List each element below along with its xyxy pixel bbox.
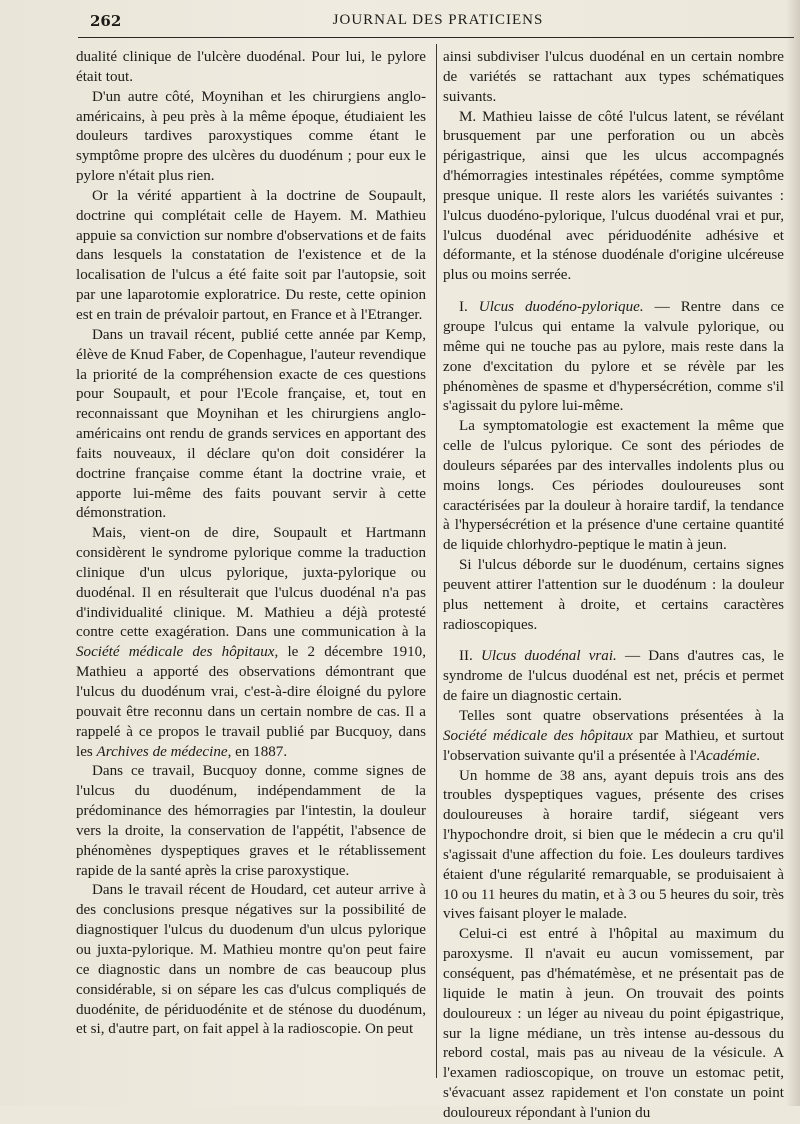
section-paragraph <box>443 298 784 417</box>
text-run: — Dans d'autres cas, le syndrome de l'ulcus duodénal est net, précis et permet de faire un diagnostic certain. <box>443 648 784 705</box>
text-run: par Mathieu, et surtout l'observation suivante qu'il a présentée à l' <box>443 727 784 764</box>
page-number: 262 <box>90 12 122 30</box>
section-title: Ulcus duodénal vrai. <box>481 648 617 665</box>
paragraph: ainsi subdiviser l'ulcus duodénal en un certain nombre de variétés se rattachant aux types schématiques suivants. <box>443 49 784 105</box>
text-run: . <box>756 747 761 764</box>
paragraph <box>76 524 426 762</box>
paragraph: La symptomatologie est exactement la même que celle de l'ulcus pylorique. Ce sont des périodes de douleurs séparées par des intervalles indolents plus ou moins longs. Ces périodes douloureuses sont caractérisées par la douleur à horaire tardif, la tendance à l'hypersécrétion et la présence d'une certaine quantité de liquide chlorhydro-peptique le matin à jeun. <box>443 418 784 554</box>
section-number: II. <box>459 648 481 665</box>
paragraph: Dans ce travail, Bucquoy donne, comme signes de l'ulcus du duodénum, indépendamment de la prédominance des hémorragies par l'intestin, la douleur vers la droite, la conservation de l'appétit, l'absence de phénomènes dyspeptiques graves et le rétablissement rapide de la santé après la crise paroxystique. <box>76 763 426 879</box>
page-edge-shadow <box>786 0 800 1106</box>
left-column <box>76 48 426 1040</box>
journal-name: Société médicale des hôpitaux <box>76 644 275 661</box>
paragraph: M. Mathieu laisse de côté l'ulcus latent, se révélant brusquement par une perforation ou un abcès périgastrique, ainsi que les ulcus accompagnés d'hémorragies intestinales répétées, comme symptôme presque unique. Il reste alors les variétés suivantes : l'ulcus duodéno-pylorique, l'ulcus duodénal vrai et pur, l'ulcus duodénal avec périduodénite adhésive et déformante, et la sténose duodénale d'origine ulcéreuse plus ou moins serrée. <box>443 108 784 284</box>
running-title: JOURNAL DES PRATICIENS <box>332 12 544 28</box>
institution-name: Académie <box>696 747 757 764</box>
page-header <box>90 12 786 34</box>
text-run: , le 2 décembre 1910, Mathieu a apporté des observations démontrant que l'ulcus du duodénum vrai, c'est-à-dire éloigné du pylore pouvait être reconnu dans un certain nombre de cas. Il a rappelé à ce propos le travail publié par Bucquoy, dans les <box>76 644 426 760</box>
paragraph: Or la vérité appartient à la doctrine de Soupault, doctrine qui complétait celle de Hayem. M. Mathieu appuie sa conviction sur nombre d'observations et de faits dans lesquels la constatation de l'existence et de la localisation de l'ulcus a été faite soit par l'autopsie, soit par une laparotomie exploratrice. Du reste, cette opinion est en train de prévaloir partout, en France et à l'Etranger. <box>76 187 426 323</box>
paragraph: Si l'ulcus déborde sur le duodénum, certains signes peuvent attirer l'attention sur le duodénum : la douleur plus nettement à droite, et certains caractères radioscopiques. <box>443 557 784 633</box>
text-run: , en 1887. <box>227 743 288 760</box>
paragraph: Dans le travail récent de Houdard, cet auteur arrive à des conclusions presque négatives sur la possibilité de diagnostiquer l'ulcus du duodenum d'un ulcus pylorique ou juxta-pylorique. M. Mathieu montre qu'on peut faire ce diagnostic dans un nombre de cas beaucoup plus considérable, si on sépare les cas d'ulcus compliqués de duodénite, de périduodénite et de sténose du duodénum, et si, d'autre part, on fait appel à la radioscopie. On peut <box>76 882 426 1038</box>
paragraph: D'un autre côté, Moynihan et les chirurgiens anglo-américains, à peu près à la même époque, étudiaient les douleurs tardives paroxystiques comme étant le symptôme propre des ulcères du duodénum ; pour eux le pylore n'était plus rien. <box>76 88 426 185</box>
section-paragraph <box>443 647 784 707</box>
text-run: Telles sont quatre observations présentées à la <box>459 708 784 724</box>
journal-name: Société médicale des hôpitaux <box>443 727 633 744</box>
paragraph: Un homme de 38 ans, ayant depuis trois ans des troubles dyspeptiques vagues, présente des crises douloureuses à horaire tardif, siégeant vers l'hypochondre droit, si bien que le médecin a cru qu'il s'agissait d'une affection du foie. Les douleurs tardives étaient d'une régularité remarquable, se produisaient à 10 ou 11 heures du matin, et à 3 ou 5 heures du soir, très vives faisant ployer le malade. <box>443 767 784 923</box>
section-title: Ulcus duodéno-pylorique. <box>478 299 644 316</box>
header-rule <box>78 37 794 38</box>
section-number: I. <box>459 299 479 316</box>
paragraph: Dans un travail récent, publié cette année par Kemp, élève de Knud Faber, de Copenhague, l'auteur revendique la priorité de la compréhension exacte de ces questions pour Soupault, et pour l'Ecole française, et, tout en reconnaissant que Moynihan et les chirurgiens anglo-américains ont rendu de grands services en apportant des faits nouveaux, il déclare qu'on doit considérer la doctrine française comme étant la doctrine vraie, et apporte lui-même des faits pouvant servir à cette démonstration. <box>76 326 426 522</box>
paragraph: Celui-ci est entré à l'hôpital au maximum du paroxysme. Il n'avait eu aucun vomissement, par conséquent, pas d'hématémèse, et ne présentait pas de liquide le matin à jeun. On trouvait des points douloureux : un léger au niveau du point épigastrique, sur la ligne médiane, un très intense au-dessous du rebord costal, mais pas au niveau de la vésicule. A l'examen radioscopique, on trouve un estomac petit, s'évacuant assez rapidement et l'on constate un point douloureux répondant à l'union du <box>443 926 784 1121</box>
column-divider <box>436 44 437 1078</box>
right-column <box>443 48 784 1124</box>
paragraph: dualité clinique de l'ulcère duodénal. Pour lui, le pylore était tout. <box>76 49 426 85</box>
text-run: Mais, vient-on de dire, Soupault et Hartmann considèrent le syndrome pylorique comme la traduction clinique d'un ulcus pylorique, juxta-pylorique ou duodénal. Il en résulterait que l'ulcus duodénal n'a pas d'individualité clinique. M. Mathieu a déjà protesté contre cette exagération. Dans une communication à la <box>76 525 426 641</box>
text-run: — Rentre dans ce groupe l'ulcus qui entame la valvule pylorique, ou même qui ne touche pas au pylore, mais reste dans la zone d'excitation du pylore et se révèle par les phénomènes de spasme et d'hypersécrétion, comme s'il s'agissait du pylore lui-même. <box>443 299 784 415</box>
paragraph <box>443 707 784 767</box>
journal-name: Archives de médecine <box>96 743 228 760</box>
